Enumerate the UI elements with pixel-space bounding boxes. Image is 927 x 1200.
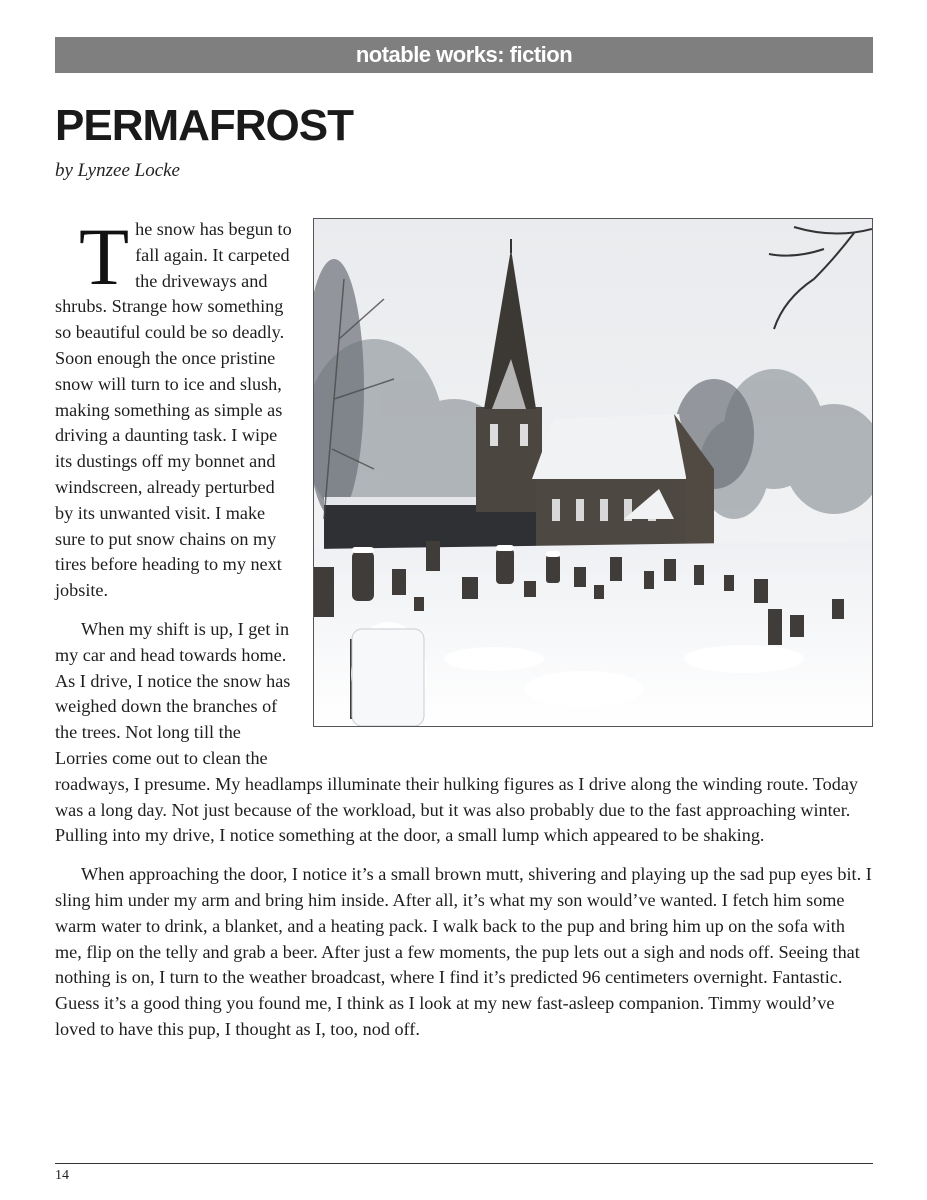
story-title: PERMAFROST (55, 101, 353, 150)
paragraph-1-text: he snow has begun to fall again. It carpeted the driveways and shrubs. Strange how something so beautiful could be so deadly. Soon enough the once pristine snow will turn to ice and slush, making something as simple as driving a daunting task. I wipe its dustings off my bonnet and windscreen, already perturbed by its unwanted visit. I make sure to put snow chains on my tires before heading to my next jobsite. (55, 219, 292, 601)
page-number: 14 (55, 1168, 69, 1183)
church-snow-photo (313, 218, 873, 727)
paragraph-3: When approaching the door, I notice it’s a small brown mutt, shivering and playing up the sad pup eyes bit. I sling him under my arm and bring him inside. After all, it’s what my son would’ve wanted. I fetch him some warm water to drink, a blanket, and a heating pack. I walk back to the pup and bring him up on the sofa with me, flip on the telly and grab a beer. After just a few moments, the pup lets out a sigh and nods off. Seeing that nothing is on, I turn to the weather broadcast, where I find it’s predicted 96 centimeters overnight. Fantastic. Guess it’s a good thing you found me, I think as I look at my new fast-asleep companion. Timmy would’ve loved to have this pup, I thought as I, too, nod off. (55, 864, 872, 1039)
byline: by Lynzee Locke (55, 160, 180, 181)
church-illustration (314, 219, 872, 726)
footer-rule (55, 1163, 873, 1164)
paragraph-2: When my shift is up, I get in my car and head towards home. As I drive, I notice the snow has weighed down the branches of the trees. Not long till the Lorries come out to clean the roadways, I presume. My headlamps illuminate their hulking figures as I drive along the winding route. Today was a long day. Not just because of the workload, but it was also probably due to the fast approaching winter. Pulling into my drive, I notice something at the door, a small lump which appeared to be shaking. (55, 618, 859, 846)
drop-cap: T (79, 211, 130, 302)
section-banner: notable works: fiction (55, 37, 873, 73)
